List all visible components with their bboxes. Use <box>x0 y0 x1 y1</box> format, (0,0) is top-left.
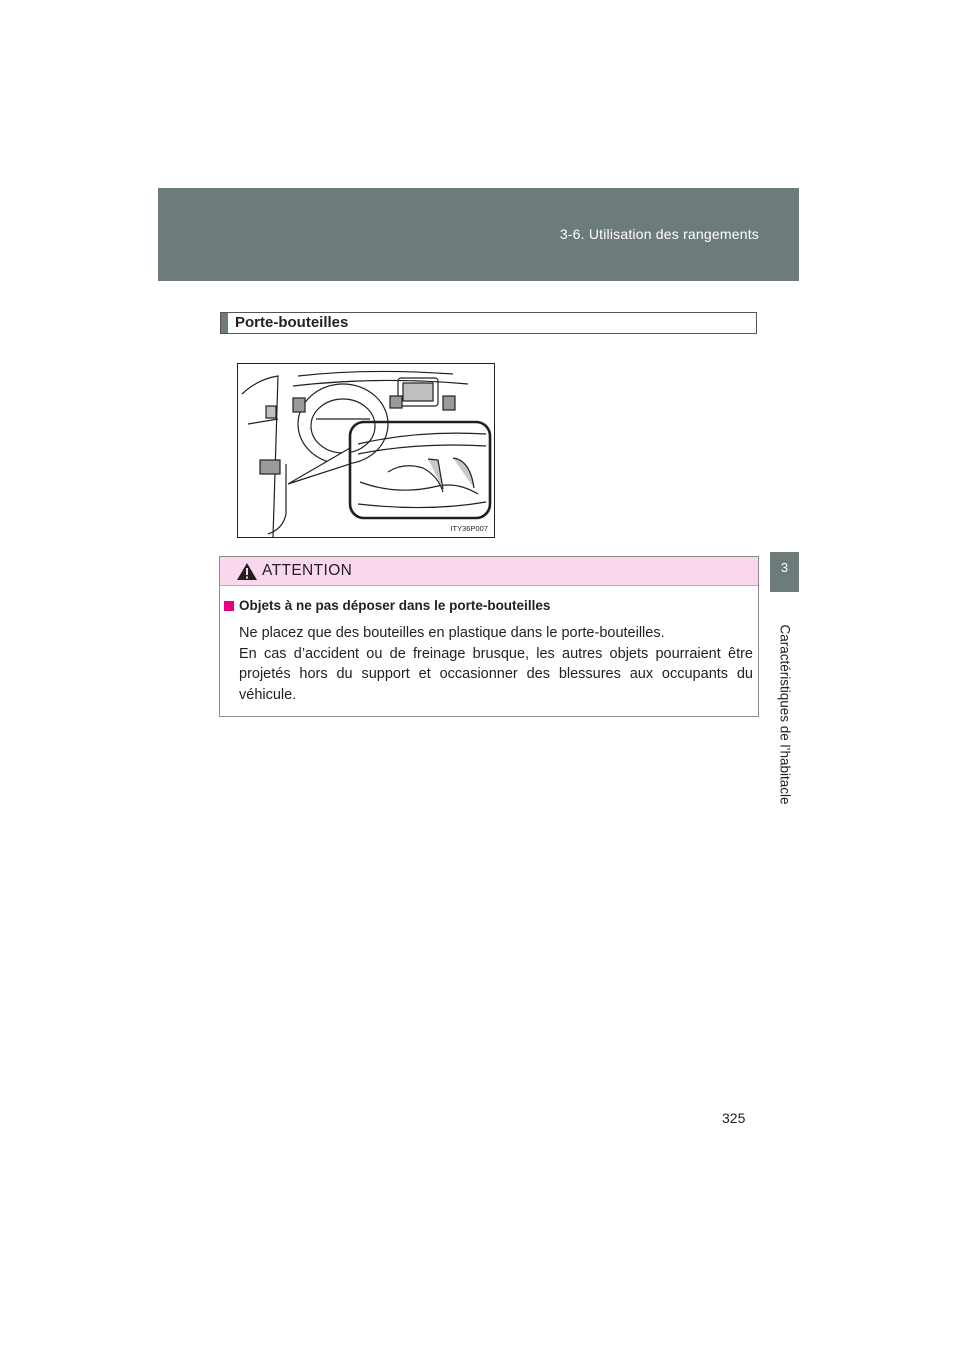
chapter-label <box>771 600 799 828</box>
warning-body <box>239 623 753 705</box>
warning-box <box>219 556 759 717</box>
section-header: 3-6. Utilisation des rangements <box>559 226 759 242</box>
section-bar <box>221 313 228 333</box>
warning-triangle-icon <box>236 562 258 581</box>
warning-line-1: Ne placez que des bouteilles en plastique dans le porte-bouteilles. <box>239 625 665 641</box>
section-heading <box>220 312 757 334</box>
chapter-number: 3 <box>780 560 789 575</box>
warning-subtitle <box>224 598 550 613</box>
warning-subtitle-text: Objets à ne pas déposer dans le porte-bouteilles <box>239 598 551 613</box>
cupholder-illustration <box>237 363 495 538</box>
section-title: Porte-bouteilles <box>235 314 349 331</box>
dashboard-drawing <box>238 364 494 537</box>
warning-header <box>220 557 758 586</box>
header-band <box>158 188 799 281</box>
chapter-tab <box>770 552 799 592</box>
warning-line-2: En cas d’accident ou de freinage brusque, les autres objets pourraient être projetés hors du support et occasionner des blessures aux occupants du véhicule. <box>239 645 753 703</box>
chapter-label-text: Caractéristiques de l’habitacle <box>777 623 793 805</box>
square-bullet-icon <box>224 601 234 611</box>
figure-code: ITY36P007 <box>450 524 488 533</box>
warning-title: ATTENTION <box>262 562 353 579</box>
page-number: 325 <box>722 1110 746 1126</box>
